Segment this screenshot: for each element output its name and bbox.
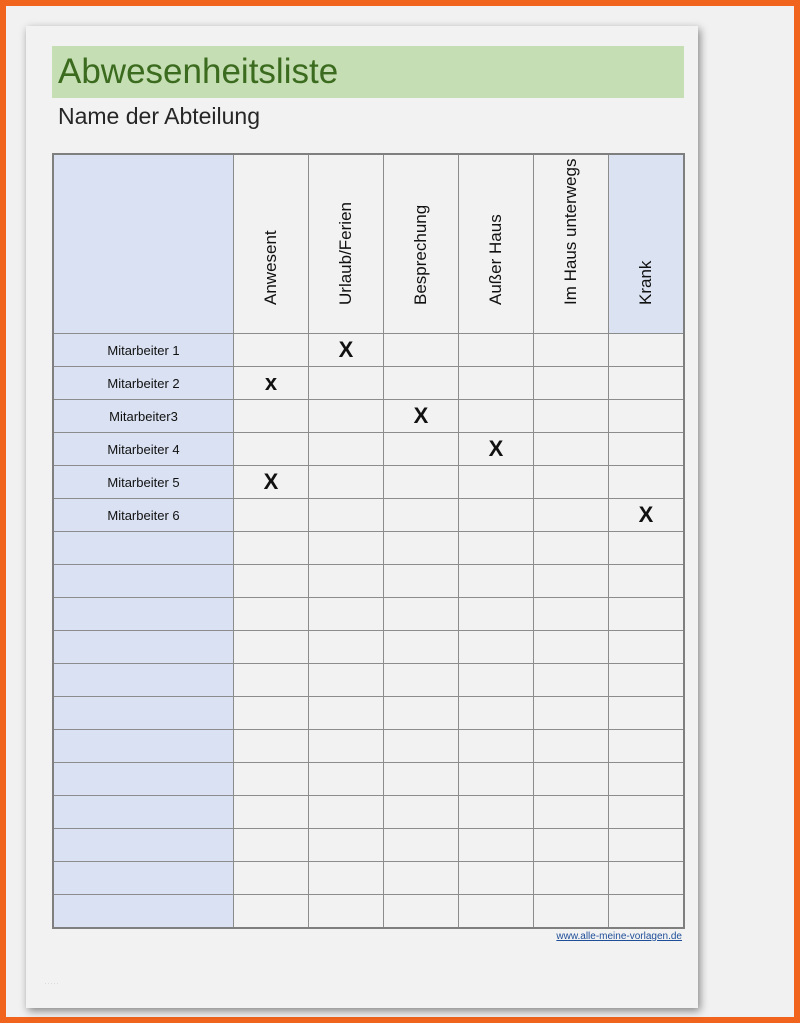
status-cell[interactable] [234,367,309,400]
status-cell[interactable] [234,466,309,499]
status-cell[interactable] [459,598,534,631]
status-cell[interactable] [309,565,384,598]
status-cell[interactable] [534,433,609,466]
employee-name-cell[interactable]: Mitarbeiter3 [53,400,234,433]
column-header-besprechung [384,154,459,334]
status-cell[interactable] [309,697,384,730]
status-cell[interactable] [309,895,384,929]
status-cell[interactable] [609,796,685,829]
status-cell[interactable] [309,796,384,829]
column-label: Im Haus unterwegs [561,158,580,305]
status-mark: X [638,502,654,527]
table-row [53,334,684,367]
employee-name-cell[interactable] [53,598,234,631]
status-cell[interactable] [459,466,534,499]
status-cell[interactable] [384,697,459,730]
status-cell[interactable] [609,697,685,730]
table-row [53,631,684,664]
status-cell[interactable] [234,829,309,862]
status-cell[interactable] [534,730,609,763]
status-cell[interactable] [534,532,609,565]
status-cell[interactable] [234,565,309,598]
header-corner-cell [53,154,234,334]
status-cell[interactable] [534,862,609,895]
status-cell[interactable] [384,895,459,929]
table-row [53,400,684,433]
status-cell[interactable] [384,796,459,829]
status-cell[interactable] [459,565,534,598]
employee-name-cell[interactable] [53,631,234,664]
status-cell[interactable] [234,499,309,532]
employee-name-cell[interactable] [53,862,234,895]
employee-name-cell[interactable] [53,565,234,598]
status-cell[interactable] [609,433,685,466]
column-label: Krank [636,260,655,305]
table-row [53,895,684,929]
table-row [53,664,684,697]
column-header-ausser-haus [459,154,534,334]
absence-table [52,153,685,929]
status-cell[interactable] [309,664,384,697]
status-cell[interactable] [609,664,685,697]
status-cell[interactable] [534,796,609,829]
status-cell[interactable] [309,730,384,763]
status-cell[interactable] [534,664,609,697]
status-cell[interactable] [459,730,534,763]
status-cell[interactable] [309,433,384,466]
table-row [53,763,684,796]
status-mark: x [264,370,278,395]
status-cell[interactable] [609,730,685,763]
status-cell[interactable] [309,499,384,532]
status-cell[interactable] [234,895,309,929]
status-cell[interactable] [384,565,459,598]
table-row [53,829,684,862]
table-row [53,433,684,466]
employee-name-cell[interactable] [53,796,234,829]
status-mark: X [488,436,504,461]
status-cell[interactable] [459,532,534,565]
status-cell[interactable] [384,631,459,664]
status-cell[interactable] [384,499,459,532]
status-cell[interactable] [534,565,609,598]
table-row [53,466,684,499]
status-cell[interactable] [384,829,459,862]
status-cell[interactable] [309,400,384,433]
table-row [53,367,684,400]
column-label: Urlaub/Ferien [336,202,355,305]
status-cell[interactable] [459,829,534,862]
status-cell[interactable] [309,862,384,895]
status-cell[interactable] [534,697,609,730]
department-name: Name der Abteilung [58,103,261,129]
document-title: Abwesenheitsliste [58,52,339,91]
status-cell[interactable] [459,499,534,532]
status-cell[interactable] [384,763,459,796]
status-cell[interactable] [609,499,685,532]
document-sheet [26,26,698,1008]
title-banner [52,46,684,98]
status-cell[interactable] [609,565,685,598]
status-cell[interactable] [609,532,685,565]
status-cell[interactable] [459,862,534,895]
status-cell[interactable] [384,367,459,400]
status-cell[interactable] [234,532,309,565]
status-cell[interactable] [534,895,609,929]
table-row [53,598,684,631]
status-cell[interactable] [384,598,459,631]
status-cell[interactable] [534,466,609,499]
status-cell[interactable] [609,466,685,499]
table-row [53,565,684,598]
column-header-im-haus [534,154,609,334]
status-cell[interactable] [309,532,384,565]
employee-name-cell[interactable] [53,532,234,565]
status-cell[interactable] [309,598,384,631]
column-header-urlaub [309,154,384,334]
status-cell[interactable] [459,697,534,730]
status-cell[interactable] [459,631,534,664]
status-cell[interactable] [534,367,609,400]
status-cell[interactable] [234,763,309,796]
status-cell[interactable] [459,763,534,796]
status-mark: X [338,337,354,362]
status-cell[interactable] [609,631,685,664]
status-cell[interactable] [609,367,685,400]
status-cell[interactable] [384,730,459,763]
column-label: Außer Haus [486,214,505,305]
column-header-krank [609,154,685,334]
status-cell[interactable] [309,631,384,664]
status-mark: X [413,403,429,428]
status-cell[interactable] [234,334,309,367]
status-cell[interactable] [309,829,384,862]
employee-name-cell[interactable] [53,895,234,929]
table-row [53,796,684,829]
status-cell[interactable] [534,400,609,433]
employee-name-cell[interactable]: Mitarbeiter 1 [53,334,234,367]
status-cell[interactable] [234,796,309,829]
status-cell[interactable] [459,433,534,466]
employee-name-cell[interactable] [53,829,234,862]
status-cell[interactable] [384,466,459,499]
status-cell[interactable] [309,367,384,400]
status-cell[interactable] [384,433,459,466]
status-cell[interactable] [459,334,534,367]
footer-link[interactable]: www.alle-meine-vorlagen.de [556,931,682,942]
status-cell[interactable] [534,499,609,532]
employee-name-cell[interactable] [53,730,234,763]
faint-watermark: ····· [44,978,59,988]
status-cell[interactable] [459,367,534,400]
employee-name-cell[interactable]: Mitarbeiter 5 [53,466,234,499]
status-cell[interactable] [609,400,685,433]
status-cell[interactable] [534,631,609,664]
status-cell[interactable] [609,829,685,862]
employee-name-cell[interactable] [53,763,234,796]
status-cell[interactable] [459,796,534,829]
column-label: Anwesent [261,230,280,305]
status-cell[interactable] [534,763,609,796]
status-cell[interactable] [234,664,309,697]
status-cell[interactable] [609,763,685,796]
status-cell[interactable] [459,895,534,929]
status-cell[interactable] [309,763,384,796]
status-cell[interactable] [234,598,309,631]
status-cell[interactable] [384,664,459,697]
column-label: Besprechung [411,204,430,305]
table-row [53,862,684,895]
status-cell[interactable] [459,664,534,697]
table-row [53,499,684,532]
status-cell[interactable] [234,400,309,433]
status-cell[interactable] [384,532,459,565]
status-cell[interactable] [384,862,459,895]
status-cell[interactable] [384,400,459,433]
status-cell[interactable] [384,334,459,367]
employee-name-cell[interactable]: Mitarbeiter 2 [53,367,234,400]
status-cell[interactable] [234,730,309,763]
header-row [53,154,684,334]
status-cell[interactable] [234,631,309,664]
status-cell[interactable] [234,697,309,730]
employee-name-cell[interactable]: Mitarbeiter 6 [53,499,234,532]
status-cell[interactable] [309,334,384,367]
column-header-anwesent [234,154,309,334]
status-cell[interactable] [609,598,685,631]
status-cell[interactable] [609,334,685,367]
status-cell[interactable] [609,895,685,929]
status-mark: X [263,469,279,494]
employee-name-cell[interactable]: Mitarbeiter 4 [53,433,234,466]
status-cell[interactable] [534,598,609,631]
table-row [53,532,684,565]
table-row [53,730,684,763]
employee-name-cell[interactable] [53,697,234,730]
status-cell[interactable] [309,466,384,499]
status-cell[interactable] [534,334,609,367]
status-cell[interactable] [609,862,685,895]
status-cell[interactable] [534,829,609,862]
table-row [53,697,684,730]
employee-name-cell[interactable] [53,664,234,697]
status-cell[interactable] [459,400,534,433]
status-cell[interactable] [234,862,309,895]
status-cell[interactable] [234,433,309,466]
